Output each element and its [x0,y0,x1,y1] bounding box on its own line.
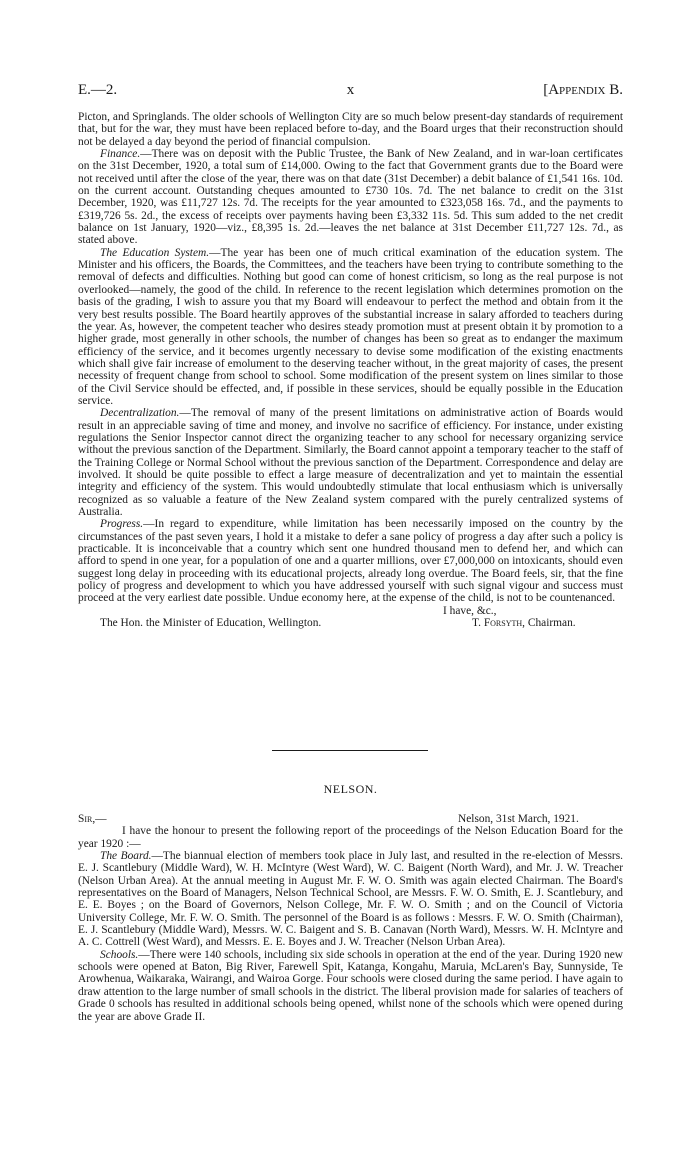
closing-formula: I have, &c., [443,604,497,617]
nelson-report-section [78,813,623,1023]
page-header [78,82,623,98]
education-system-paragraph [78,247,623,407]
progress-paragraph [78,518,623,604]
board-paragraph [78,850,623,949]
board-text: —The biannual election of members took place in July last, and resulted in the re-election of Messrs. E. J. Scantlebury (Middle Ward), W. H. McIntyre (West Ward), W. C. Baigent (North Ward), and Mr. J. W. Treacher (Nelson Urban Area). At the annual meeting in August Mr. F. W. O. Smith was again elected Chairman. The Board's representatives on the Board of Managers, Nelson Technical School, are Messrs. F. W. O. Smith, E. J. Scantlebury, and E. E. Boyes ; on the Board of Governors, Nelson College, Mr. F. W. O. Smith ; and on the Council of Victoria University College, Mr. F. W. O. Smith. The personnel of the Board is as follows : Messrs. F. W. O. Smith (Chairman), E. J. Scantlebury (Middle Ward), Messrs. W. C. Baigent and S. B. Canavan (North Ward), Messrs. W. H. McIntyre and A. C. Cottrell (West Ward), and Messrs. E. E. Boyes and J. W. Treacher (Nelson Urban Area). [78,850,623,949]
signature-role: , Chairman. [522,617,576,630]
place-date: Nelson, 31st March, 1921. [458,813,579,825]
signature-name: Forsyth [483,617,523,630]
board-heading: The Board. [100,850,152,863]
signature [472,617,576,629]
section-divider [272,750,428,751]
signature-initial: T. [472,617,484,630]
wellington-report-section [78,111,623,629]
addressee: The Hon. the Minister of Education, Wellington. [100,617,322,630]
intro-paragraph: Picton, and Springlands. The older schools of Wellington City are so much below present-day standards of requirement that, but for the war, they must have been replaced before to-day, and the Board urges that their reconstruction should not be delayed a day beyond the period of financial compulsion. [78,111,623,148]
finance-heading: Finance. [100,148,141,161]
schools-paragraph [78,949,623,1023]
salutation-row [78,813,623,825]
schools-heading: Schools. [100,948,139,961]
finance-paragraph [78,148,623,247]
decentralization-text: —The removal of many of the present limitations on administrative action of Boards would result in an appreciable saving of time and money, and involve no sacrifice of efficiency. For instance, under existing regulations the Senior Inspector cannot direct the organizing teacher to any school for necessary organizing service without the previous sanction of the Department. Similarly, the Board cannot appoint a temporary teacher to the staff of the Training College or Normal School without the previous sanction of the Department. Correspondence and delay are involved. It should be quite possible to effect a large measure of decentralization and yet to maintain the essential integrity and efficiency of the system. This would undoubtedly stimulate that local enthusiasm which is universally recognized as so valuable a feature of the New Zealand system compared with the purely centralized systems of Australia. [78,407,624,518]
document-reference: E.—2. [78,82,118,98]
opening-paragraph: I have the honour to present the following report of the proceedings of the Nelson Education Board for the year 1920 :— [78,825,623,850]
progress-text: —In regard to expenditure, while limitation has been necessarily imposed on the country by the circumstances of the past seven years, I hold it a mistake to defer a sane policy of progress a day after such a policy is practicable. It is inconceivable that a country which sent one hundred thousand men to defend her, and which can afford to spend in one year, for a population of one and a quarter millions, over £7,000,000 on intoxicants, should even suggest long delay in proceeding with its educational projects, already long overdue. The Board feels, sir, that the fine policy of progress and development to which you have addressed yourself with such signal vigour and success must proceed at the very earliest date possible. Undue economy here, at the expense of the child, is not to be countenanced. [78,518,623,605]
nelson-section-title: NELSON. [323,782,378,796]
education-system-heading: The Education System. [100,246,210,259]
page-number: x [346,82,355,98]
salutation: Sir,— [78,813,107,825]
appendix-label: [Appendix B. [543,82,623,98]
education-system-text: —The year has been one of much critical examination of the education system. The Minister and his officers, the Boards, the Committees, and the teachers have been trying to contribute something to the removal of defects and difficulties. Nothing but good can come of honest criticism, so long as the real purpose is not overlooked—namely, the good of the child. In reference to the recent legislation which determines promotion on the basis of the grading, I wish to assure you that my Board will endeavour to perfect the method and obtain from it the very best results possible. The Board heartily approves of the substantial increase in salary afforded to teachers during the year. As, however, the competent teacher who desires steady promotion must at present obtain it by promotion to a higher grade, most generally in other schools, the number of changes has been so great as to endanger the maximum efficiency of the service, and it becomes urgently necessary to devise some modification of the existing enactments which shall give fair increase of emolument to the deserving teacher without, in the great majority of cases, the present necessity of frequent change from school to school. Some modification of the present system on lines similar to those of the Civil Service should be effected, and, if possible in these services, should be equally possible in the Education service. [78,246,623,407]
decentralization-paragraph [78,407,623,518]
decentralization-heading: Decentralization. [100,407,180,420]
schools-text: —There were 140 schools, including six side schools in operation at the end of the year. During 1920 new schools were opened at Baton, Big River, Farewell Spit, Katanga, Kongahu, Maruia, McLaren's Bay, Sunnyside, Te Arowhenua, Waikaraka, Wairangi, and Wairoa Gorge. Four schools were closed during the same period. I have again to draw attention to the large number of small schools in the district. The liberal provision made for salaries of teachers of Grade 0 schools has resulted in additional schools being opened, whilst none of the schools which were opened during the year are above Grade II. [78,948,623,1023]
closing-row [78,605,623,617]
finance-text: —There was on deposit with the Public Trustee, the Bank of New Zealand, and in war-loan certificates on the 31st December, 1920, a total sum of £14,000. Owing to the fact that Government grants due to the Board were not received until after the close of the year, there was on that date (31st December) a debit balance of £1,541 16s. 10d. on the current account. Outstanding cheques amounted to £730 10s. 7d. The net balance to credit on the 31st December, 1920, was £11,727 12s. 7d. The receipts for the year amounted to £323,058 16s. 7d., and the payments to £319,726 5s. 2d., the excess of receipts over payments having been £3,332 11s. 5d. This sum added to the net credit balance on 1st January, 1920—viz., £8,395 1s. 2d.—leaves the net balance at 31st December £11,727 12s. 7d., as stated above. [78,148,623,247]
signature-row [78,617,623,629]
progress-heading: Progress. [100,518,144,531]
